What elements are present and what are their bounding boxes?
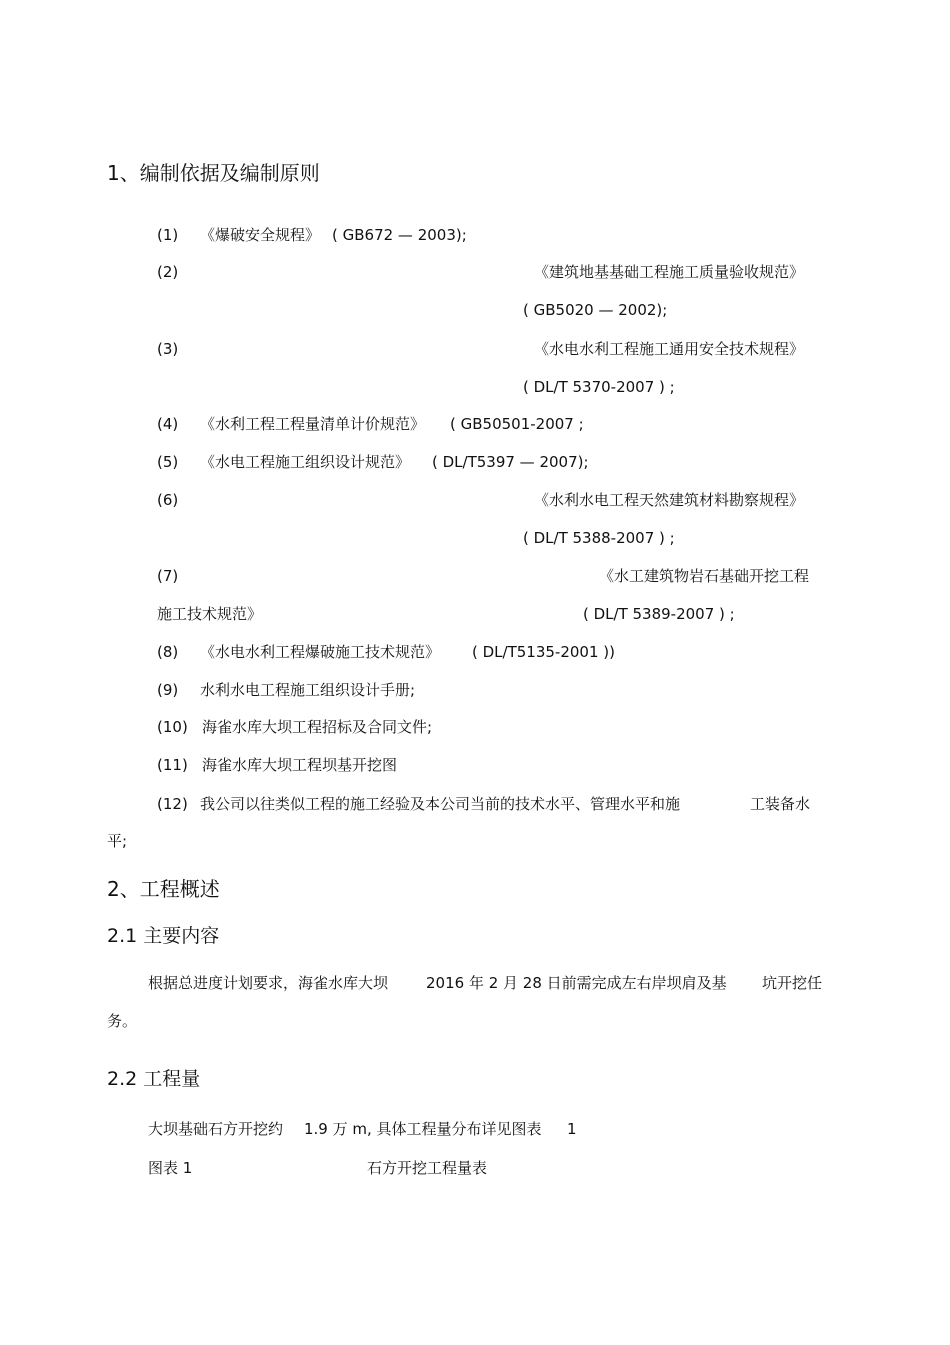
item-9-text: 水利水电工程施工组织设计手册; — [200, 681, 416, 699]
subsection-2-2-heading: 2.2 工程量 — [107, 1068, 201, 1090]
item-6-code: ( DL/T 5388-2007 ) ; — [523, 529, 675, 547]
item-11-text: 海雀水库大坝工程坝基开挖图 — [202, 756, 398, 774]
subsection-2-1-paragraph-b: 2016 年 2 月 28 日前需完成左右岸坝肩及基 — [426, 974, 727, 992]
item-10-text: 海雀水库大坝工程招标及合同文件; — [202, 718, 433, 736]
item-11-number: (11) — [157, 756, 188, 774]
item-5-code: ( DL/T5397 — 2007); — [432, 453, 589, 471]
table-caption-label: 图表 1 — [148, 1159, 193, 1177]
item-4-title: 《水利工程工程量清单计价规范》 — [200, 415, 426, 433]
subsection-2-2-paragraph-a: 大坝基础石方开挖约 — [148, 1120, 284, 1138]
item-6-title: 《水利水电工程天然建筑材料勘察规程》 — [533, 491, 804, 509]
item-12-text-cont: 平; — [107, 832, 128, 850]
subsection-2-1-paragraph-c: 坑开挖任 — [762, 974, 823, 992]
item-3-title: 《水电水利工程施工通用安全技术规程》 — [533, 340, 804, 358]
item-7-title: 《水工建筑物岩石基础开挖工程 — [598, 567, 809, 585]
section-1-heading: 1、编制依据及编制原则 — [107, 161, 320, 185]
item-9-number: (9) — [157, 681, 179, 699]
subsection-2-1-heading: 2.1 主要内容 — [107, 925, 220, 947]
item-6-number: (6) — [157, 491, 179, 509]
item-10-number: (10) — [157, 718, 188, 736]
item-5-number: (5) — [157, 453, 179, 471]
item-3-code: ( DL/T 5370-2007 ) ; — [523, 378, 675, 396]
item-2-number: (2) — [157, 263, 179, 281]
item-8-title: 《水电水利工程爆破施工技术规范》 — [200, 643, 441, 661]
item-12-text-end: 工装备水 — [750, 795, 811, 813]
item-7-code: ( DL/T 5389-2007 ) ; — [583, 605, 735, 623]
item-4-number: (4) — [157, 415, 179, 433]
table-caption-title: 石方开挖工程量表 — [367, 1159, 488, 1177]
item-1-number: (1) — [157, 226, 179, 244]
item-7-title-cont: 施工技术规范》 — [157, 605, 263, 623]
item-1-code: ( GB672 — 2003); — [332, 226, 467, 244]
item-4-code: ( GB50501-2007 ; — [450, 415, 584, 433]
item-12-number: (12) — [157, 795, 188, 813]
subsection-2-2-paragraph-b: 1.9 万 m, 具体工程量分布详见图表 — [304, 1120, 542, 1138]
item-1-title: 《爆破安全规程》 — [200, 226, 321, 244]
item-7-number: (7) — [157, 567, 179, 585]
item-3-number: (3) — [157, 340, 179, 358]
item-8-number: (8) — [157, 643, 179, 661]
subsection-2-2-paragraph-c: 1 — [567, 1120, 577, 1138]
item-2-title: 《建筑地基基础工程施工质量验收规范》 — [533, 263, 804, 281]
section-2-heading: 2、工程概述 — [107, 877, 220, 901]
item-2-code: ( GB5020 — 2002); — [523, 301, 668, 319]
subsection-2-1-paragraph-d: 务。 — [107, 1012, 138, 1030]
item-12-text: 我公司以往类似工程的施工经验及本公司当前的技术水平、管理水平和施 — [200, 795, 681, 813]
item-8-code: ( DL/T5135-2001 )) — [472, 643, 615, 661]
subsection-2-1-paragraph-a: 根据总进度计划要求，海雀水库大坝 — [148, 974, 389, 992]
item-5-title: 《水电工程施工组织设计规范》 — [200, 453, 411, 471]
